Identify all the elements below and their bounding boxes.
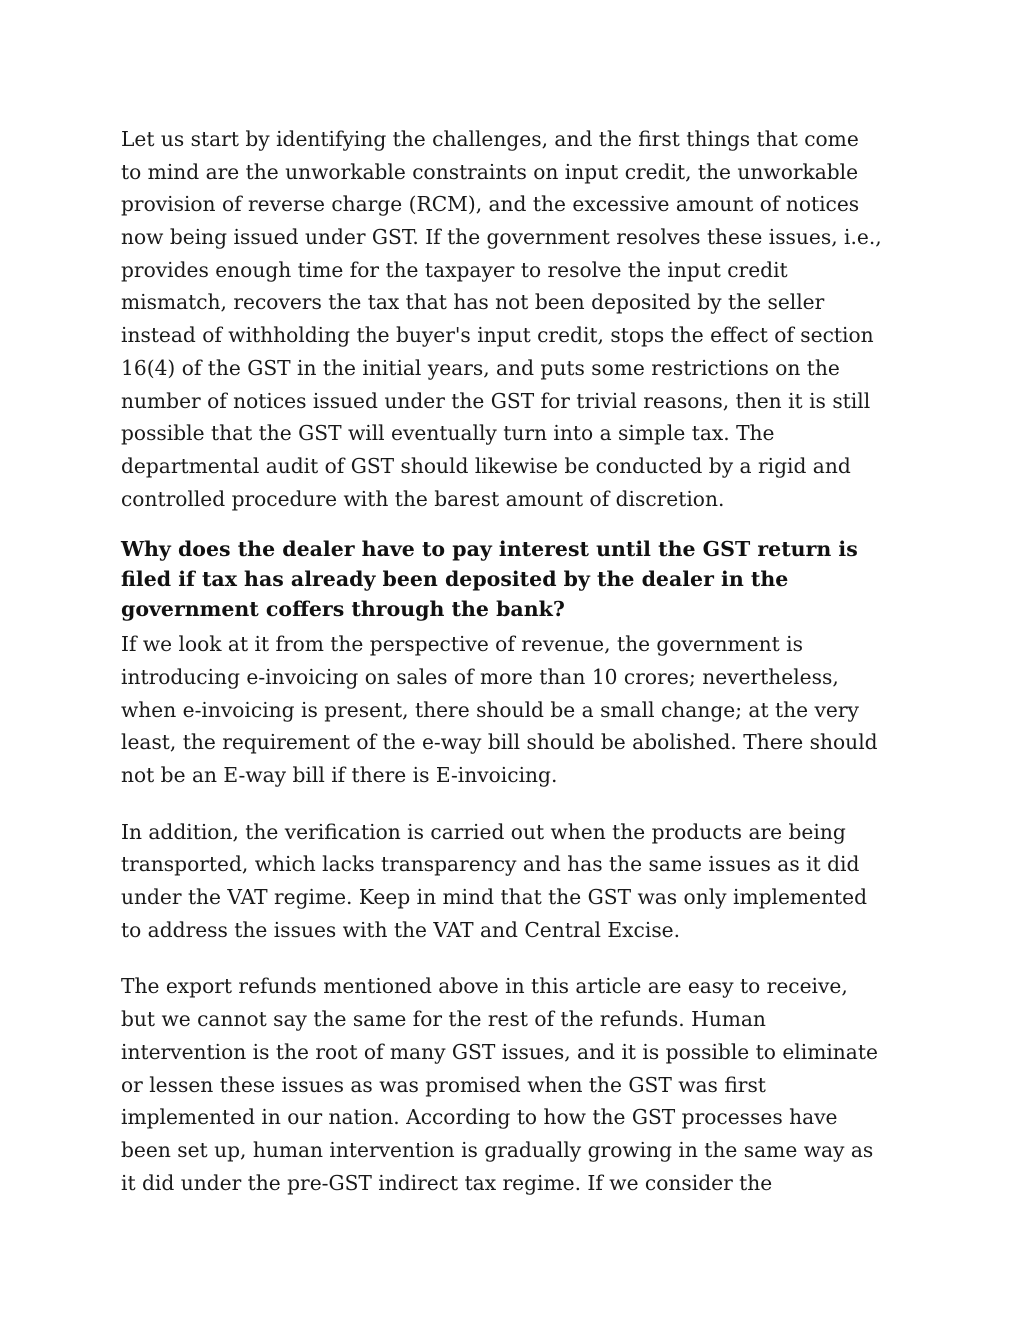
text-line: number of notices issued under the GST for trivial reasons, then it is still (121, 388, 871, 413)
text-line: instead of withholding the buyer's input credit, stops the effect of section (121, 323, 874, 348)
paragraph-verification (121, 816, 911, 947)
text-line: controlled procedure with the barest amount of discretion. (121, 486, 725, 511)
text-line: now being issued under GST. If the government resolves these issues, i.e., (121, 225, 882, 250)
text-line: Let us start by identifying the challenges, and the first things that come (121, 127, 859, 151)
text-line: to mind are the unworkable constraints on input credit, the unworkable (121, 159, 859, 184)
text-line: transported, which lacks transparency and has the same issues as it did (121, 852, 860, 877)
section-heading-interest (121, 534, 911, 624)
text-line: or lessen these issues as was promised when the GST was first (121, 1072, 766, 1097)
paragraph-challenges (121, 123, 911, 515)
text-line: when e-invoicing is present, there should be a small change; at the very (121, 697, 859, 722)
heading-line: filed if tax has already been deposited by the dealer in the (121, 567, 789, 592)
document-page (121, 123, 911, 1199)
text-line: 16(4) of the GST in the initial years, and puts some restrictions on the (121, 355, 840, 380)
text-line: If we look at it from the perspective of revenue, the government is (121, 632, 803, 657)
text-line: it did under the pre-GST indirect tax regime. If we consider the (121, 1170, 773, 1195)
text-line: mismatch, recovers the tax that has not been deposited by the seller (121, 290, 825, 315)
paragraph-refunds (121, 970, 911, 1199)
heading-line: Why does the dealer have to pay interest until the GST return is (121, 537, 858, 562)
text-line: implemented in our nation. According to how the GST processes have (121, 1105, 838, 1130)
text-line: The export refunds mentioned above in this article are easy to receive, (121, 974, 848, 999)
text-line: to address the issues with the VAT and Central Excise. (121, 917, 681, 942)
text-line: least, the requirement of the e-way bill should be abolished. There should (121, 730, 878, 755)
text-line: provision of reverse charge (RCM), and the excessive amount of notices (121, 192, 860, 217)
text-line: been set up, human intervention is gradually growing in the same way as (121, 1137, 874, 1162)
text-line: under the VAT regime. Keep in mind that the GST was only implemented (121, 885, 867, 910)
text-line: In addition, the verification is carried out when the products are being (121, 819, 846, 844)
text-line: but we cannot say the same for the rest of the refunds. Human (121, 1007, 766, 1032)
text-line: departmental audit of GST should likewise be conducted by a rigid and (121, 453, 851, 478)
heading-line: government coffers through the bank? (121, 597, 565, 622)
text-line: possible that the GST will eventually turn into a simple tax. The (121, 421, 775, 446)
paragraph-e-invoicing (121, 628, 911, 791)
text-line: intervention is the root of many GST issues, and it is possible to eliminate (121, 1039, 878, 1064)
text-line: introducing e-invoicing on sales of more than 10 crores; nevertheless, (121, 664, 839, 689)
text-line: not be an E-way bill if there is E-invoicing. (121, 763, 558, 787)
text-line: provides enough time for the taxpayer to resolve the input credit (121, 257, 788, 282)
